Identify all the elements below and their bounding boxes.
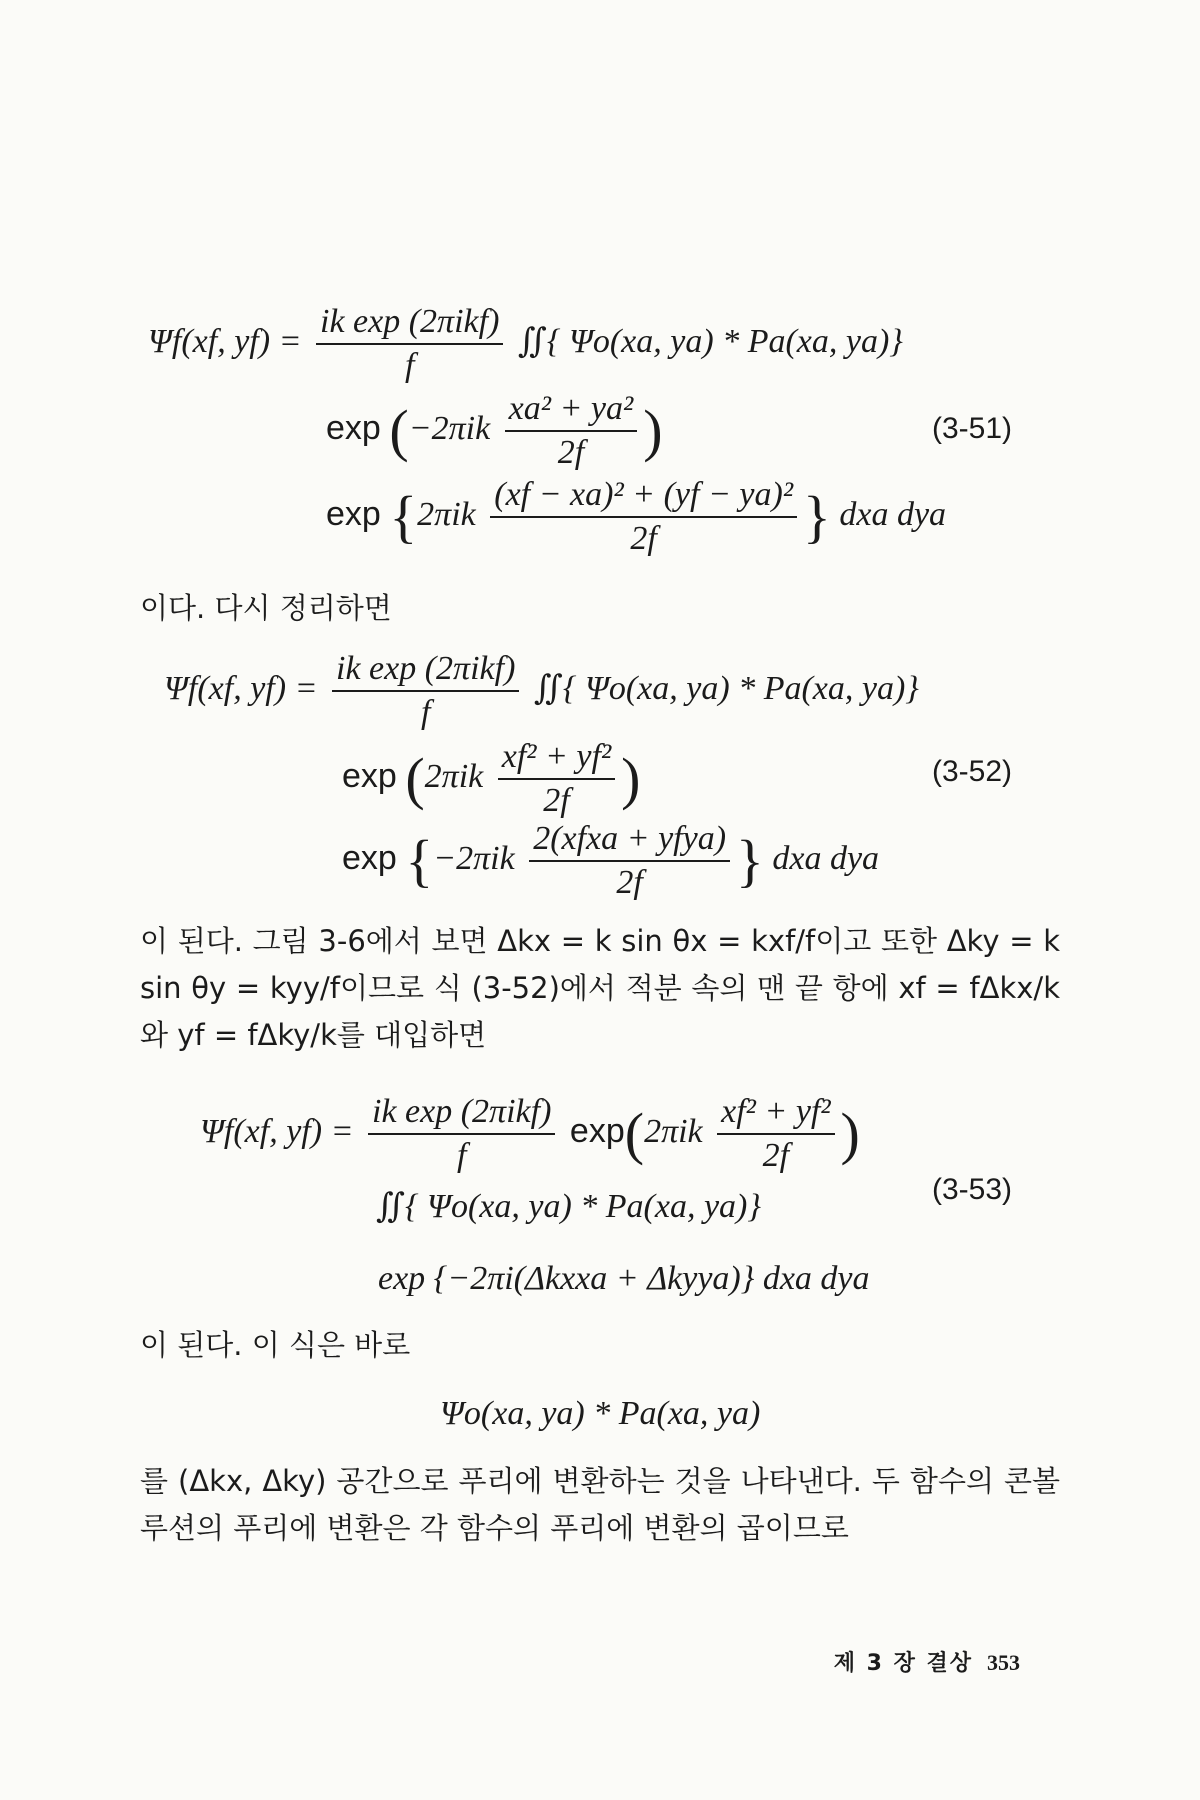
equation-number: (3-51) bbox=[931, 412, 1012, 445]
equation-3-52-line3: exp {−2πik $\frac{\text{2(xfxa + yfya)}}{2f}$ } dxa dya bbox=[342, 820, 880, 901]
equation-3-51-line1: Ψf(xf, yf) = $\frac{\text{ik exp (2πikf)}}{f}$ ∬{ Ψo(xa, ya) * Pa(xa, ya)} bbox=[148, 303, 903, 384]
page-number: 353 bbox=[987, 1650, 1020, 1675]
equation-3-53-line2: ∬{ Ψo(xa, ya) * Pa(xa, ya)} bbox=[376, 1188, 761, 1225]
paragraph: 를 (Δkx, Δky) 공간으로 푸리에 변환하는 것을 나타낸다. 두 함수의 콘볼루션의 푸리에 변환은 각 함수의 푸리에 변환의 곱이므로 bbox=[140, 1464, 1060, 1545]
fraction: $\frac{\text{ik exp (2πikf)}}{f}$ bbox=[316, 305, 503, 383]
equation-number: (3-53) bbox=[931, 1173, 1012, 1206]
equation-3-51-line2: exp (−2πik $\frac{\text{xa² + ya²}}{2f}$ ) bbox=[326, 390, 663, 471]
equation-3-53-line1: Ψf(xf, yf) = $\frac{\text{ik exp (2πikf)}}{f}$ exp(2πik $\frac{\text{xf² + yf²}}{2f}$ ) bbox=[200, 1093, 860, 1174]
equation-3-53-line3: exp {−2πi(Δkxxa + Δkyya)} dxa dya bbox=[378, 1260, 870, 1297]
equation-number: (3-52) bbox=[931, 755, 1012, 788]
paragraph: 이다. 다시 정리하면 bbox=[140, 591, 392, 625]
page-footer bbox=[834, 1646, 1020, 1677]
chapter-title: 제 3 장 결상 bbox=[833, 1651, 973, 1676]
convolution-expression: Ψo(xa, ya) * Pa(xa, ya) bbox=[440, 1395, 761, 1432]
paragraph: 이 된다. 이 식은 바로 bbox=[140, 1328, 411, 1362]
equation-3-52-line1: Ψf(xf, yf) = $\frac{\text{ik exp (2πikf)}}{f}$ ∬{ Ψo(xa, ya) * Pa(xa, ya)} bbox=[164, 650, 919, 731]
equation-3-51-line3: exp {2πik $\frac{\text{(xf − xa)² + (yf − ya)²}}{2f}$ } dxa dya bbox=[326, 476, 947, 557]
equation-3-52-line2: exp (2πik $\frac{\text{xf² + yf²}}{2f}$ ) bbox=[342, 738, 641, 819]
paragraph: 이 된다. 그림 3-6에서 보면 Δkx = k sin θx = kxf/f이고 또한 Δky = k sin θy = kyy/f이므로 식 (3-52)에서 적분 속의 맨 끝 항에 xf = fΔkx/k와 yf = fΔky/k를 대입하면 bbox=[140, 924, 1060, 1052]
